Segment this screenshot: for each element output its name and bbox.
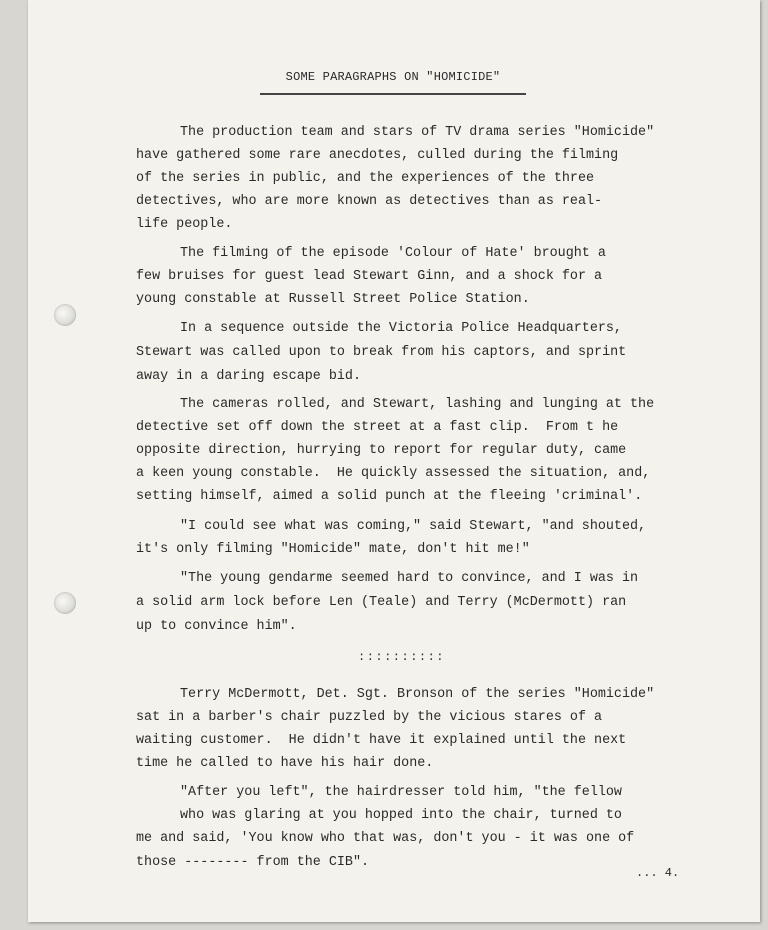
section-separator: :::::::::: <box>358 650 446 664</box>
text-line: The cameras rolled, and Stewart, lashing and lunging at the <box>180 397 655 412</box>
text-line: young constable at Russell Street Police Station. <box>136 292 530 307</box>
text-line: a keen young constable. He quickly assessed the situation, and, <box>136 466 651 481</box>
text-line: The production team and stars of TV drama series "Homicide" <box>180 125 655 140</box>
text-line: opposite direction, hurrying to report for regular duty, came <box>136 443 627 458</box>
text-line: setting himself, aimed a solid punch at the fleeing 'criminal'. <box>136 489 643 504</box>
text-line: it's only filming "Homicide" mate, don't hit me!" <box>136 542 530 557</box>
text-line: waiting customer. He didn't have it explained until the next <box>136 733 627 748</box>
text-line: life people. <box>136 217 233 232</box>
text-line: of the series in public, and the experiences of the three <box>136 171 595 186</box>
text-line: who was glaring at you hopped into the chair, turned to <box>180 808 622 823</box>
text-line: "I could see what was coming," said Stewart, "and shouted, <box>180 519 647 534</box>
text-line: me and said, 'You know who that was, don't you - it was one of <box>136 831 635 846</box>
text-line: sat in a barber's chair puzzled by the vicious stares of a <box>136 710 603 725</box>
text-line: up to convince him". <box>136 619 297 634</box>
text-line: detective set off down the street at a fast clip. From t he <box>136 420 619 435</box>
punch-hole-lower <box>54 592 76 614</box>
typed-page <box>28 0 760 922</box>
page-number: ... 4. <box>636 866 680 880</box>
document-title: SOME PARAGRAPHS ON "HOMICIDE" <box>285 70 501 84</box>
text-line: The filming of the episode 'Colour of Hate' brought a <box>180 246 606 261</box>
text-line: few bruises for guest lead Stewart Ginn, and a shock for a <box>136 269 603 284</box>
text-line: time he called to have his hair done. <box>136 756 434 771</box>
text-line: a solid arm lock before Len (Teale) and Terry (McDermott) ran <box>136 595 627 610</box>
text-line: Stewart was called upon to break from his captors, and sprint <box>136 345 627 360</box>
text-line: those -------- from the CIB". <box>136 855 370 870</box>
text-line: "After you left", the hairdresser told him, "the fellow <box>180 785 622 800</box>
text-line: "The young gendarme seemed hard to convince, and I was in <box>180 571 639 586</box>
text-line: have gathered some rare anecdotes, culled during the filming <box>136 148 619 163</box>
text-line: Terry McDermott, Det. Sgt. Bronson of the series "Homicide" <box>180 687 655 702</box>
text-line: away in a daring escape bid. <box>136 369 361 384</box>
text-line: detectives, who are more known as detectives than as real- <box>136 194 603 209</box>
punch-hole-upper <box>54 304 76 326</box>
text-line: In a sequence outside the Victoria Police Headquarters, <box>180 321 622 336</box>
title-underline <box>260 93 526 95</box>
